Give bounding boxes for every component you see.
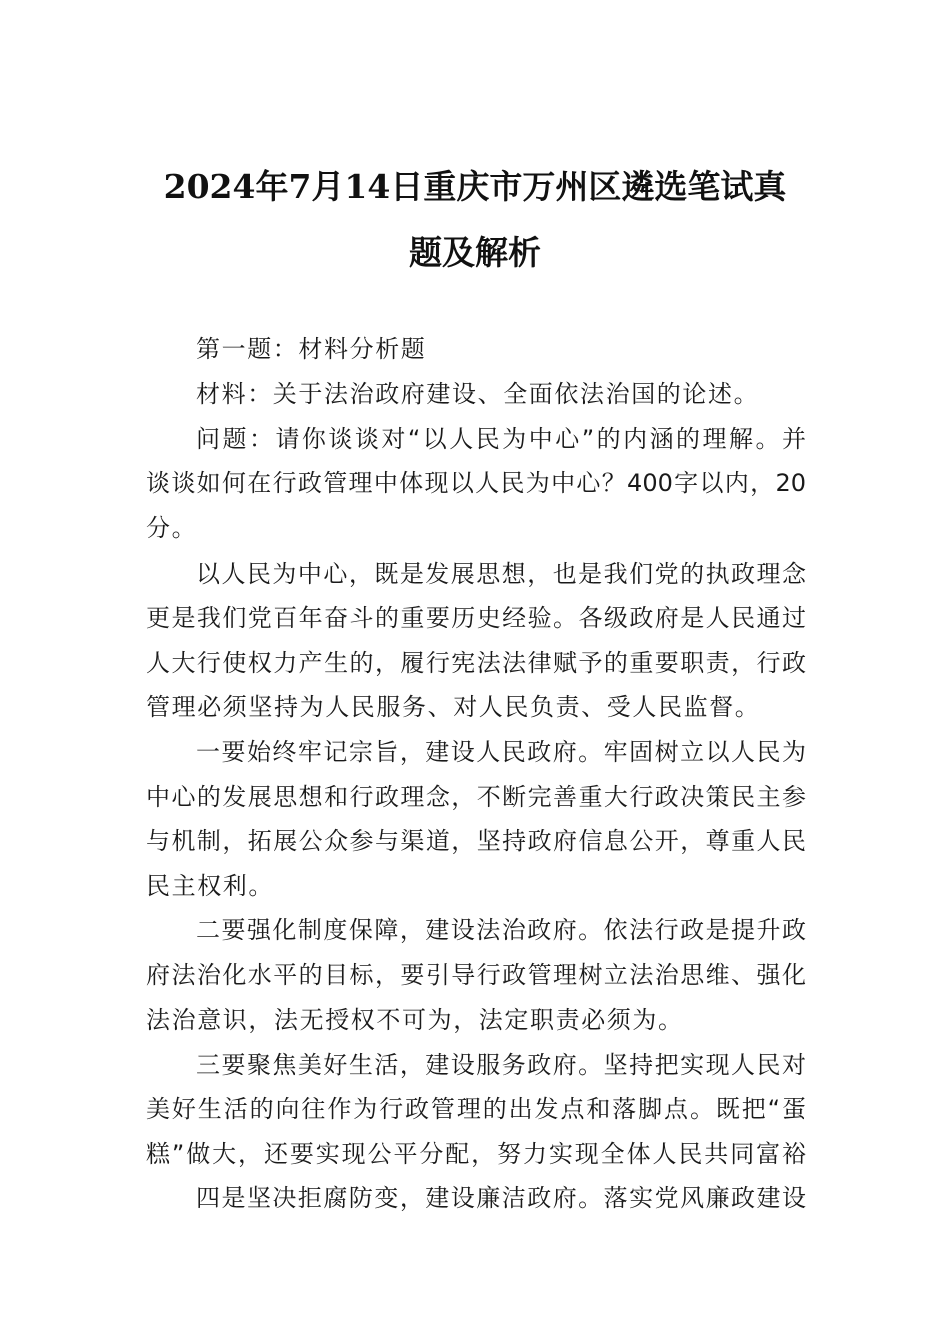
answer-line: 美好生活的向往作为行政管理的出发点和落脚点。既把“蛋 bbox=[146, 1095, 806, 1123]
document-title-line-1: 2024年7月14日重庆市万州区遴选笔试真 bbox=[163, 167, 787, 206]
answer-line: 一要始终牢记宗旨，建设人民政府。牢固树立以人民为 bbox=[196, 738, 806, 766]
answer-line: 二要强化制度保障，建设法治政府。依法行政是提升政 bbox=[196, 916, 806, 944]
answer-line: 以人民为中心，既是发展思想，也是我们党的执政理念 bbox=[196, 560, 806, 588]
material-line: 材料：关于法治政府建设、全面依法治国的论述。 bbox=[196, 380, 760, 408]
answer-line: 人大行使权力产生的，履行宪法法律赋予的重要职责，行政 bbox=[146, 649, 806, 677]
answer-line: 管理必须坚持为人民服务、对人民负责、受人民监督。 bbox=[146, 693, 761, 721]
answer-line: 民主权利。 bbox=[146, 872, 274, 900]
answer-line: 四是坚决拒腐防变，建设廉洁政府。落实党风廉政建设 bbox=[196, 1184, 806, 1212]
answer-line: 三要聚焦美好生活，建设服务政府。坚持把实现人民对 bbox=[196, 1051, 806, 1079]
question-line: 问题：请你谈谈对“以人民为中心”的内涵的理解。并 bbox=[196, 425, 806, 453]
answer-line: 更是我们党百年奋斗的重要历史经验。各级政府是人民通过 bbox=[146, 604, 806, 632]
question-line: 谈谈如何在行政管理中体现以人民为中心？400字以内，20 bbox=[146, 469, 806, 497]
answer-line: 中心的发展思想和行政理念，不断完善重大行政决策民主参 bbox=[146, 783, 806, 811]
answer-line: 与机制，拓展公众参与渠道，坚持政府信息公开，尊重人民 bbox=[146, 827, 806, 855]
answer-line: 府法治化水平的目标，要引导行政管理树立法治思维、强化 bbox=[146, 961, 806, 989]
question-line: 分。 bbox=[146, 514, 198, 542]
answer-line: 法治意识，法无授权不可为，法定职责必须为。 bbox=[146, 1006, 684, 1034]
question-heading: 第一题：材料分析题 bbox=[196, 335, 427, 363]
answer-line: 糕”做大，还要实现公平分配，努力实现全体人民共同富裕 bbox=[146, 1140, 806, 1168]
document-title-line-2: 题及解析 bbox=[409, 233, 541, 272]
